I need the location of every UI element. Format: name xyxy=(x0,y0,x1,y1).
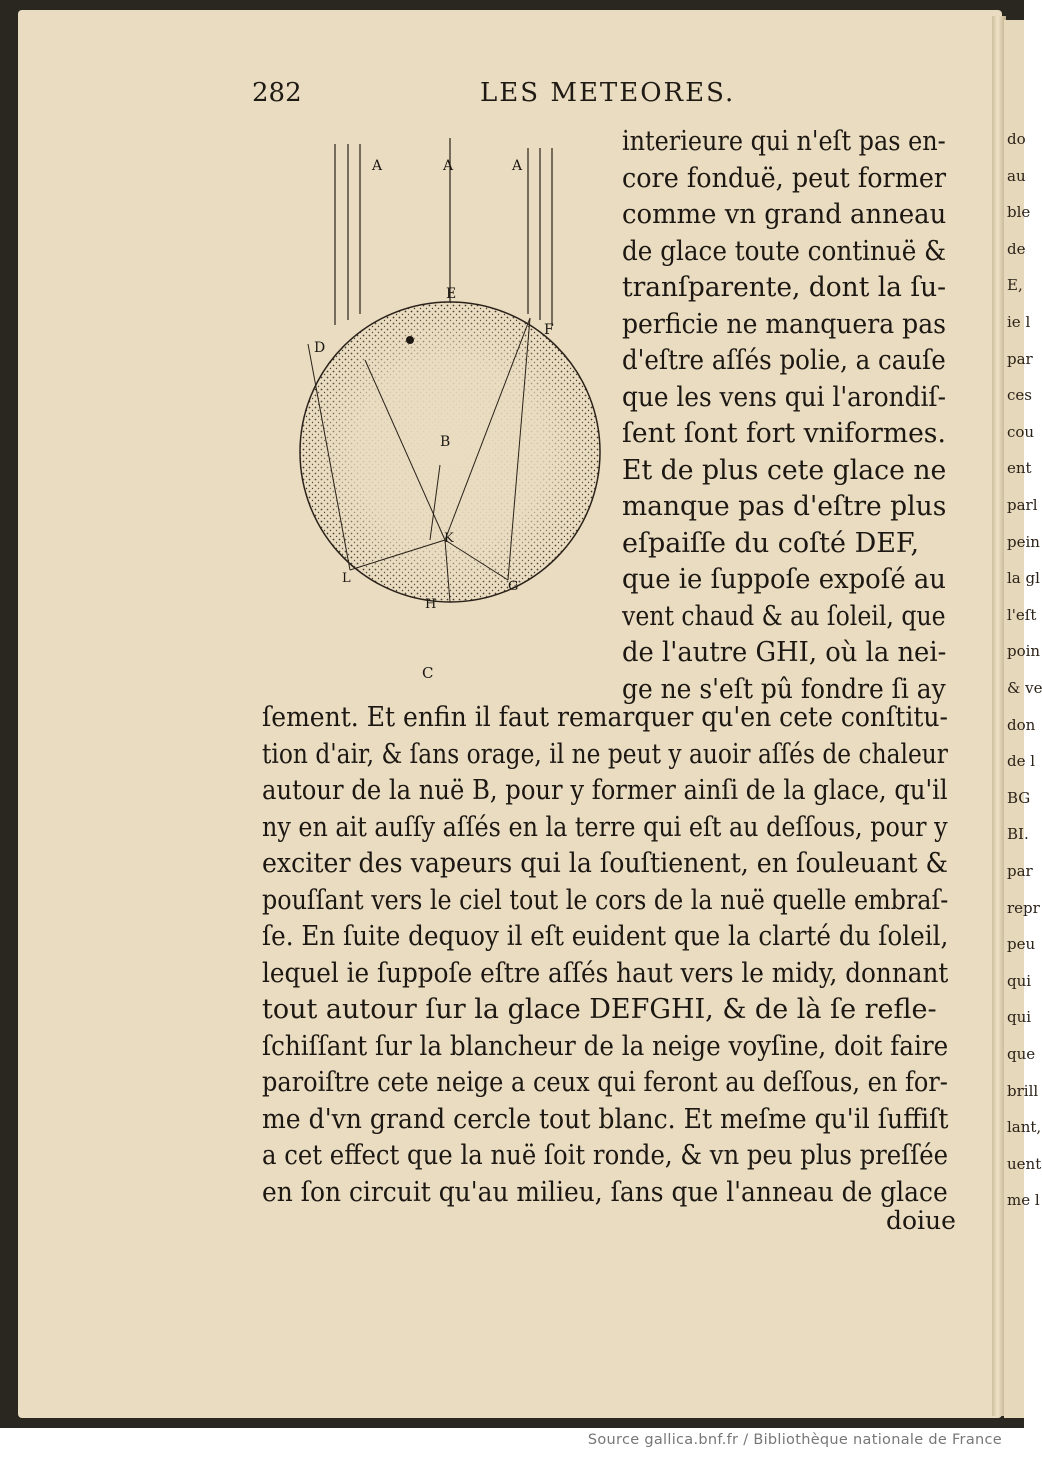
label-h: H xyxy=(425,597,437,612)
source-attribution: Source gallica.bnf.fr / Bibliothèque nationale de France xyxy=(587,1432,1002,1448)
text-line: tout autour ſur la glace DEFGHI, & de là ſe refle- xyxy=(262,994,937,1025)
catchword: doiue xyxy=(886,1206,956,1235)
running-head: LES METEORES. xyxy=(480,78,736,108)
neighbor-fragment: ces xyxy=(1007,386,1032,405)
label-a-center: A xyxy=(443,158,454,174)
label-k: K xyxy=(444,531,454,546)
text-line: que ie ſuppoſe expoſé au xyxy=(622,564,946,595)
text-line: ſchiſſant ſur la blancheur de la neige voyſine, doit faire xyxy=(262,1030,949,1062)
neighbor-fragment: de xyxy=(1007,239,1026,258)
text-line: vent chaud & au ſoleil, que xyxy=(622,600,946,632)
text-line: perficie ne manquera pas xyxy=(622,308,947,340)
neighbor-fragment: & ve xyxy=(1007,679,1042,697)
label-a-right: A xyxy=(512,158,523,174)
text-line: ſent ſont fort vniformes. xyxy=(622,418,946,449)
ice-ring-figure xyxy=(290,130,620,690)
text-line: exciter des vapeurs qui la ſouſtienent, en ſouleuant & xyxy=(262,848,948,879)
text-line: paroiſtre cete neige a ceux qui feront au deſſous, en for- xyxy=(262,1067,948,1098)
label-c: C xyxy=(422,664,434,682)
text-line: a cet effect que la nuë ſoit ronde, & vn peu plus preſſée xyxy=(262,1140,949,1171)
neighbor-fragment: pein xyxy=(1007,532,1040,551)
neighbor-fragment: ent xyxy=(1007,459,1032,478)
neighbor-fragment: par xyxy=(1007,349,1033,368)
label-l: L xyxy=(342,571,351,586)
neighbor-fragment: que xyxy=(1007,1045,1036,1063)
label-a-left: A xyxy=(372,158,383,174)
neighbor-fragment: uent xyxy=(1007,1154,1042,1173)
text-line: ny en ait auſſy aſſés en la terre qui eſt au deſſous, pour y xyxy=(262,811,948,843)
text-line: comme vn grand anneau xyxy=(622,199,947,230)
text-line: que les vens qui l'arondiſ- xyxy=(622,381,946,413)
text-line: ge ne s'eſt pû fondre ſi ay xyxy=(622,673,946,705)
text-line: de glace toute continuë & xyxy=(622,235,947,267)
neighbor-fragment: la gl xyxy=(1007,569,1040,588)
neighbor-fragment: poin xyxy=(1007,642,1041,661)
neighbor-fragment: me l xyxy=(1007,1191,1040,1210)
text-line: ſement. Et enfin il faut remarquer qu'en cete conſtitu- xyxy=(262,702,949,733)
text-line: manque pas d'eſtre plus xyxy=(622,491,947,522)
neighbor-fragment: qui xyxy=(1007,971,1032,990)
text-line: autour de la nuë B, pour y former ainſi de la glace, qu'il xyxy=(262,775,948,806)
text-line: lequel ie ſuppoſe eſtre aſſés haut vers le midy, donnant xyxy=(262,957,949,989)
neighbor-fragment: BI. xyxy=(1007,825,1029,844)
label-b: B xyxy=(440,434,451,450)
neighbor-page-strip xyxy=(1004,20,1042,1418)
page-number: 282 xyxy=(252,78,302,108)
label-d: D xyxy=(314,340,326,356)
label-g: G xyxy=(508,579,519,594)
text-line: core fonduë, peut former xyxy=(622,162,947,194)
text-line: d'eſtre aſſés polie, a cauſe xyxy=(622,345,946,376)
neighbor-fragment: ble xyxy=(1007,203,1031,222)
label-e: E xyxy=(446,286,457,302)
neighbor-fragment: ie l xyxy=(1007,313,1031,331)
text-line: me d'vn grand cercle tout blanc. Et meſme qu'il ſuffiſt xyxy=(262,1103,949,1135)
text-line: Et de plus cete glace ne xyxy=(622,454,947,486)
text-line: pouſſant vers le ciel tout le cors de la nuë quelle embraſ- xyxy=(262,884,949,916)
neighbor-fragment: cou xyxy=(1007,422,1035,441)
page-header xyxy=(0,78,1024,118)
neighbor-fragment: repr xyxy=(1007,898,1040,917)
neighbor-fragment: E, xyxy=(1007,276,1023,295)
neighbor-fragment: par xyxy=(1007,862,1033,880)
neighbor-fragment: brill xyxy=(1007,1081,1039,1100)
text-line: tranſparente, dont la ſu- xyxy=(622,272,947,303)
neighbor-fragment: de l xyxy=(1007,752,1036,771)
neighbor-fragment: don xyxy=(1007,715,1036,734)
neighbor-fragment: peu xyxy=(1007,935,1036,954)
neighbor-fragment: do xyxy=(1007,130,1026,148)
text-line: ſe. En ſuite dequoy il eſt euident que la clarté du ſoleil, xyxy=(262,921,949,952)
neighbor-fragment: l'eſt xyxy=(1007,605,1037,624)
text-line: interieure qui n'eſt pas en- xyxy=(622,126,946,157)
neighbor-fragment: qui xyxy=(1007,1008,1032,1027)
neighbor-fragment: BG xyxy=(1007,788,1031,807)
label-f: F xyxy=(544,322,554,338)
neighbor-fragment: parl xyxy=(1007,496,1038,514)
text-line: tion d'air, & ſans orage, il ne peut y auoir aſſés de chaleur xyxy=(262,738,948,770)
text-line: de l'autre GHI, où la nei- xyxy=(622,637,947,668)
neighbor-fragment: au xyxy=(1007,166,1026,185)
text-line: en ſon circuit qu'au milieu, ſans que l'anneau de glace xyxy=(262,1176,948,1208)
neighbor-fragment: lant, xyxy=(1007,1118,1042,1137)
text-line: eſpaiſſe du coſté DEF, xyxy=(622,527,920,559)
